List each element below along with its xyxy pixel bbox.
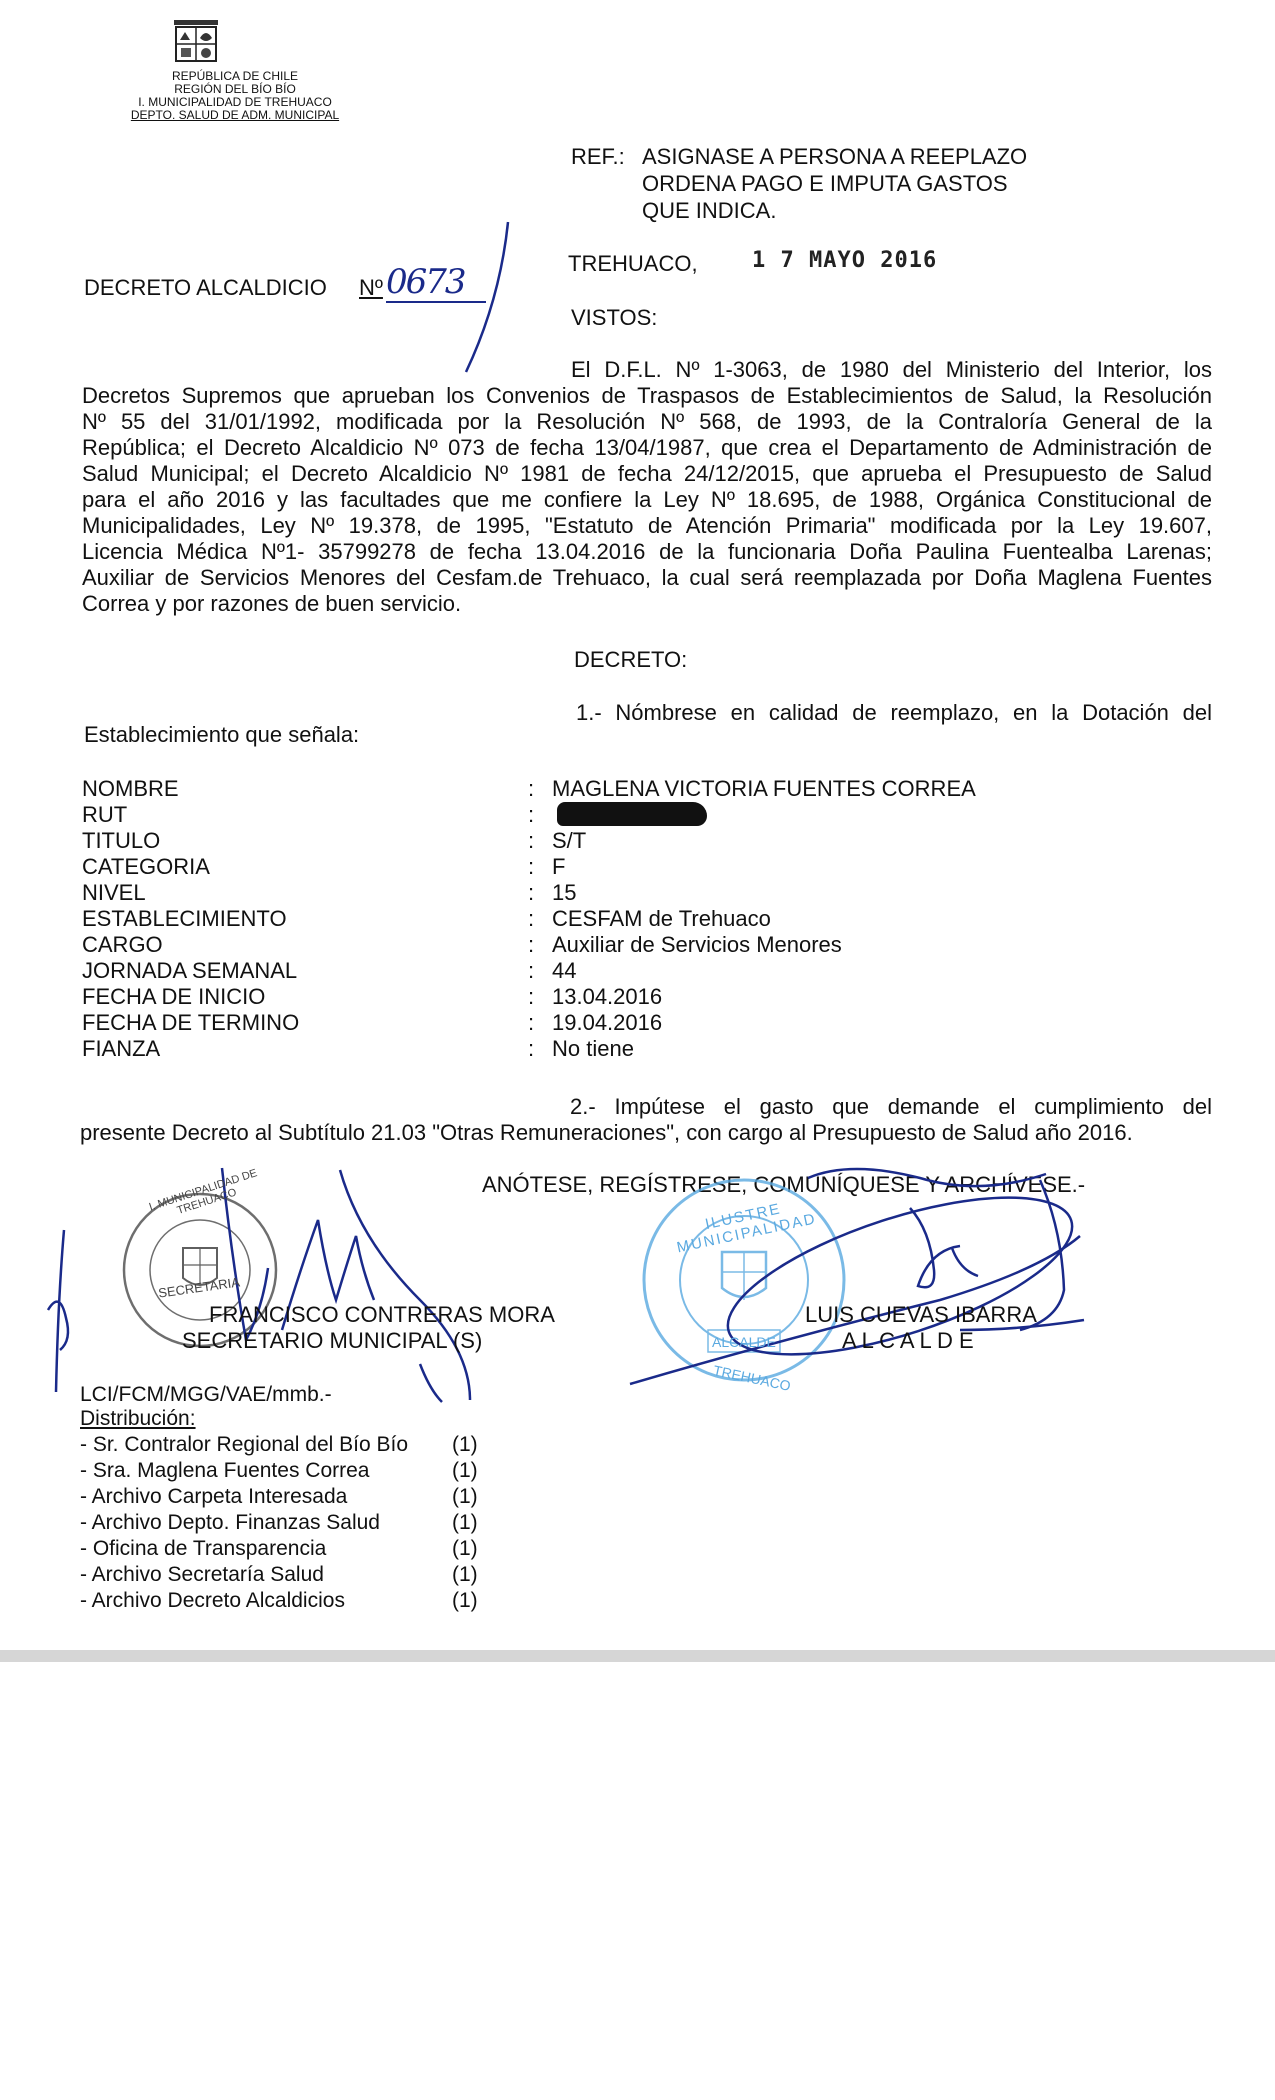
- vistos-line: República; el Decreto Alcaldicio Nº 073 de fecha 13/04/1987, que crea el Departamento de Administración de: [82, 435, 1212, 460]
- distribution-qty: (1): [452, 1485, 478, 1508]
- decreto-heading: DECRETO:: [574, 647, 688, 672]
- field-colon: :: [528, 828, 535, 853]
- field-value-fecha-inicio: 13.04.2016: [552, 984, 663, 1009]
- distribution-item: - Archivo Carpeta Interesada: [80, 1485, 348, 1508]
- field-colon: :: [528, 984, 535, 1009]
- field-value-jornada: 44: [552, 958, 577, 983]
- vistos-line: para el año 2016 y las facultades que me confiere la Ley Nº 18.695, de 1988, Orgánica Constitucional de: [82, 487, 1212, 512]
- ref-line-3: QUE INDICA.: [642, 198, 777, 223]
- distribution-qty: (1): [452, 1459, 478, 1482]
- alcalde-title: A L C A L D E: [842, 1328, 974, 1353]
- vistos-line: Auxiliar de Servicios Menores del Cesfam.de Trehuaco, la cual será reemplazada por Doña Maglena Fuentes: [82, 565, 1212, 590]
- alcalde-stamp-ring-text: ILUSTRE MUNICIPALIDAD: [675, 1200, 819, 1257]
- field-colon: :: [528, 776, 535, 801]
- field-value-cargo: Auxiliar de Servicios Menores: [552, 932, 842, 957]
- vistos-line: Correa y por razones de buen servicio.: [82, 591, 462, 616]
- vistos-line: El D.F.L. Nº 1-3063, de 1980 del Ministerio del Interior, los: [571, 357, 1212, 382]
- header-region: REGIÓN DEL BÍO BÍO: [174, 82, 296, 96]
- field-label-cargo: CARGO: [82, 932, 163, 957]
- field-value-nivel: 15: [552, 880, 577, 905]
- field-value-fianza: No tiene: [552, 1036, 634, 1061]
- field-value-nombre: MAGLENA VICTORIA FUENTES CORREA: [552, 776, 976, 801]
- secretary-title: SECRETARIO MUNICIPAL (S): [182, 1328, 483, 1353]
- vistos-line: Nº 55 del 31/01/1992, modificada por la Resolución Nº 568, de 1993, de la Contraloría General de la: [82, 409, 1212, 434]
- decreto-item-2-line-1: 2.- Impútese el gasto que demande el cumplimiento del: [570, 1094, 1212, 1119]
- field-label-nombre: NOMBRE: [82, 776, 179, 801]
- field-colon: :: [528, 880, 535, 905]
- vistos-line: Municipalidades, Ley Nº 19.378, de 1995, "Estatuto de Atención Primaria" modificada por la Ley 19.607,: [82, 513, 1212, 538]
- field-label-establecimiento: ESTABLECIMIENTO: [82, 906, 287, 931]
- field-colon: :: [528, 802, 535, 827]
- header-municipalidad: I. MUNICIPALIDAD DE TREHUACO: [138, 95, 332, 109]
- decree-number-handwritten: 0673: [386, 262, 465, 302]
- distribution-item: - Archivo Depto. Finanzas Salud: [80, 1511, 380, 1534]
- field-value-categoria: F: [552, 854, 566, 879]
- alcalde-stamp-inner-text: ALCALDE: [712, 1334, 776, 1350]
- place-label: TREHUACO,: [568, 251, 698, 276]
- field-colon: :: [528, 854, 535, 879]
- decree-number-prefix: Nº: [359, 275, 383, 300]
- distribution-item: - Archivo Secretaría Salud: [80, 1563, 324, 1586]
- closing-formula: ANÓTESE, REGÍSTRESE, COMUNÍQUESE Y ARCHÍVESE.-: [482, 1172, 1086, 1197]
- distribution-item: - Sr. Contralor Regional del Bío Bío: [80, 1433, 409, 1456]
- field-colon: :: [528, 1010, 535, 1035]
- ref-line-1: ASIGNASE A PERSONA A REEPLAZO: [642, 144, 1028, 169]
- vistos-line: Salud Municipal; el Decreto Alcaldicio Nº 1981 de fecha 24/12/2015, que aprueba el Presupuesto de Salud: [82, 461, 1212, 486]
- secretary-signature: [48, 1168, 470, 1402]
- field-label-fianza: FIANZA: [82, 1036, 161, 1061]
- field-label-fecha-termino: FECHA DE TERMINO: [82, 1010, 300, 1035]
- field-colon: :: [528, 1036, 535, 1061]
- decree-title: DECRETO ALCALDICIO: [84, 275, 327, 300]
- secretary-name: FRANCISCO CONTRERAS MORA: [209, 1302, 555, 1327]
- alcalde-stamp-bottom-text: TREHUACO: [711, 1362, 793, 1394]
- field-label-categoria: CATEGORIA: [82, 854, 210, 879]
- field-colon: :: [528, 958, 535, 983]
- distribution-item: - Archivo Decreto Alcaldicios: [80, 1589, 345, 1612]
- field-label-jornada: JORNADA SEMANAL: [82, 958, 298, 983]
- field-label-titulo: TITULO: [82, 828, 161, 853]
- field-label-nivel: NIVEL: [82, 880, 146, 905]
- date-stamp: 1 7 MAYO 2016: [752, 248, 938, 273]
- decreto-item-1-line-1: 1.- Nómbrese en calidad de reemplazo, en la Dotación del: [576, 700, 1212, 725]
- alcalde-name: LUIS CUEVAS IBARRA: [805, 1302, 1037, 1327]
- distribution-qty: (1): [452, 1511, 478, 1534]
- field-label-fecha-inicio: FECHA DE INICIO: [82, 984, 266, 1009]
- initials: LCI/FCM/MGG/VAE/mmb.-: [80, 1383, 332, 1406]
- distribution-heading: Distribución:: [80, 1407, 196, 1430]
- distribution-item: - Oficina de Transparencia: [80, 1537, 327, 1560]
- page-bottom-edge: [0, 1650, 1275, 1662]
- distribution-qty: (1): [452, 1433, 478, 1456]
- field-colon: :: [528, 906, 535, 931]
- field-value-establecimiento: CESFAM de Trehuaco: [552, 906, 771, 931]
- distribution-item: - Sra. Maglena Fuentes Correa: [80, 1459, 370, 1482]
- vistos-line: Decretos Supremos que aprueban los Convenios de Traspasos de Establecimientos de Salud, la Resolución: [82, 383, 1212, 408]
- field-colon: :: [528, 932, 535, 957]
- ref-line-2: ORDENA PAGO E IMPUTA GASTOS: [642, 171, 1008, 196]
- decreto-item-1-line-2: Establecimiento que señala:: [84, 722, 360, 747]
- distribution-qty: (1): [452, 1563, 478, 1586]
- distribution-qty: (1): [452, 1537, 478, 1560]
- secretary-stamp-inner-text: SECRETARIA: [157, 1274, 241, 1301]
- header-republica: REPÚBLICA DE CHILE: [171, 69, 299, 83]
- vistos-line: Licencia Médica Nº1- 35799278 de fecha 13.04.2016 de la funcionaria Doña Paulina Fuentealba Larenas;: [82, 539, 1212, 564]
- header-depto: DEPTO. SALUD DE ADM. MUNICIPAL: [130, 108, 340, 122]
- distribution-qty: (1): [452, 1589, 478, 1612]
- secretary-stamp-ring-text: I. MUNICIPALIDAD DE TREHUACO: [147, 1167, 259, 1217]
- vistos-heading: VISTOS:: [571, 305, 658, 330]
- field-value-fecha-termino: 19.04.2016: [552, 1010, 663, 1035]
- ref-label: REF.:: [571, 144, 625, 169]
- decreto-item-2-line-2: presente Decreto al Subtítulo 21.03 "Otras Remuneraciones", con cargo al Presupuesto de Salud año 2016.: [80, 1120, 1133, 1145]
- field-label-rut: RUT: [82, 802, 128, 827]
- field-value-titulo: S/T: [552, 828, 587, 853]
